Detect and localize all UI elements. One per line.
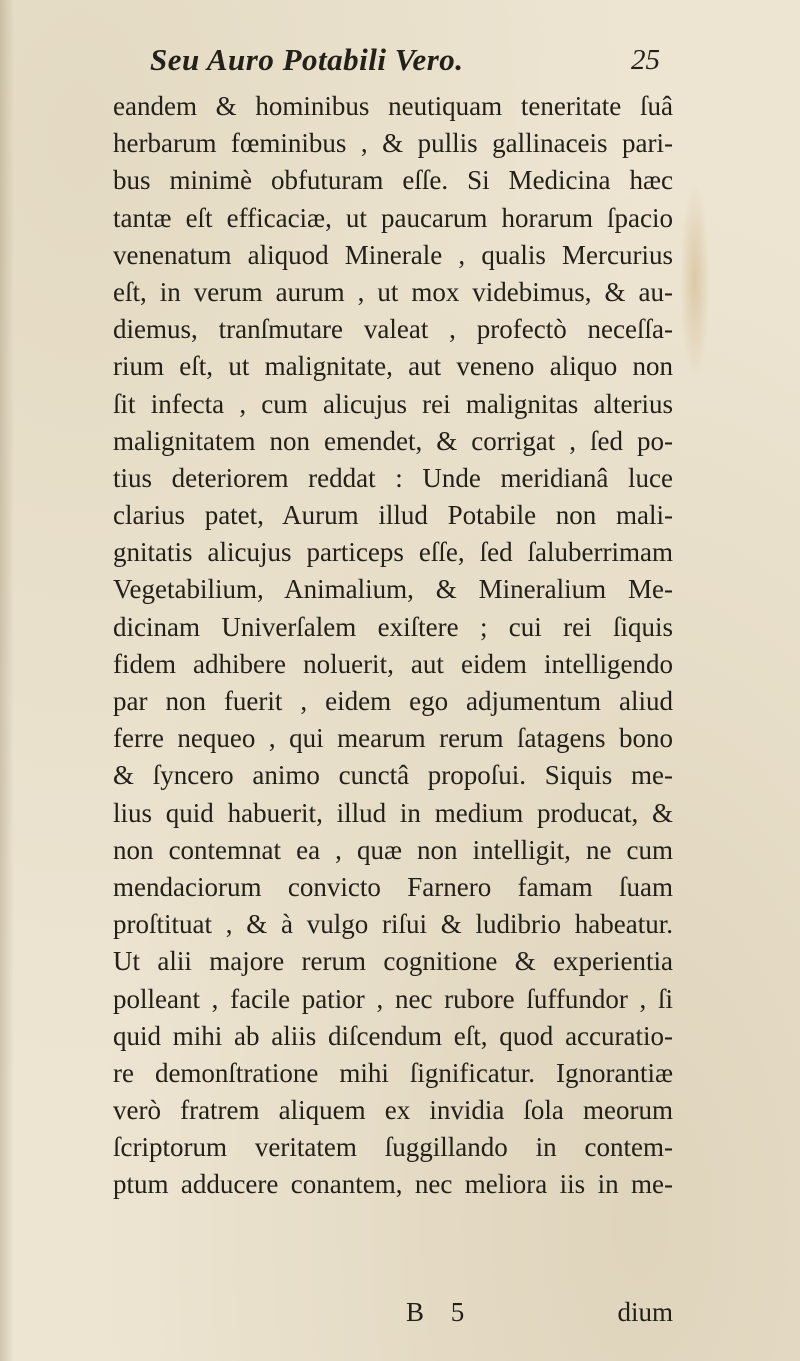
text-line: polleant , facile patior , nec rubore ſuffundor , ſi bbox=[113, 983, 673, 1014]
text-line: non contemnat ea , quæ non intelligit, ne cum bbox=[113, 834, 673, 865]
text-line: Vegetabilium, Animalium, & Mineralium Me- bbox=[113, 574, 673, 605]
text-line: verò fratrem aliquem ex invidia ſola meorum bbox=[113, 1095, 673, 1126]
text-line: clarius patet, Aurum illud Potabile non mali- bbox=[113, 500, 673, 531]
text-line: quid mihi ab aliis diſcendum eſt, quod accuratio- bbox=[113, 1020, 673, 1051]
page-header bbox=[150, 42, 660, 82]
paper-stain bbox=[680, 180, 710, 380]
signature-mark: B 5 bbox=[406, 1297, 475, 1327]
catchword: dium bbox=[617, 1297, 673, 1327]
text-line: proſtituat , & à vulgo riſui & ludibrio habeatur. bbox=[113, 909, 673, 940]
text-line: tius deteriorem reddat : Unde meridianâ luce bbox=[113, 462, 673, 493]
text-line: fidem adhibere noluerit, aut eidem intelligendo bbox=[113, 648, 673, 679]
text-line: bus minimè obfuturam eſſe. Si Medicina hæc bbox=[113, 165, 673, 196]
text-line: venenatum aliquod Minerale , qualis Mercurius bbox=[113, 239, 673, 270]
text-line: lius quid habuerit, illud in medium producat, & bbox=[113, 797, 673, 828]
text-line: diemus, tranſmutare valeat , profectò neceſſa- bbox=[113, 314, 673, 345]
text-line: gnitatis alicujus particeps eſſe, ſed ſaluberrimam bbox=[113, 537, 673, 568]
text-line: tantæ eſt efficaciæ, ut paucarum horarum ſpacio bbox=[113, 202, 673, 233]
text-line: mendaciorum convicto Farnero famam ſuam bbox=[113, 871, 673, 902]
text-line: eandem & hominibus neutiquam teneritate ſuâ bbox=[113, 91, 673, 121]
page-number: 25 bbox=[631, 44, 660, 76]
text-line: par non fuerit , eidem ego adjumentum aliud bbox=[113, 686, 673, 716]
page-edge-shadow bbox=[0, 0, 14, 1361]
body-text bbox=[113, 88, 673, 1204]
text-line: Ut alii majore rerum cognitione & experientia bbox=[113, 946, 673, 977]
text-line: & ſyncero animo cunctâ propoſui. Siquis me- bbox=[113, 760, 673, 791]
text-line: herbarum fœminibus , & pullis gallinaceis pari- bbox=[113, 128, 673, 159]
page-footer bbox=[113, 1297, 673, 1333]
text-line: eſt, in verum aurum , ut mox videbimus, & au- bbox=[113, 276, 673, 307]
text-line: re demonſtratione mihi ſignificatur. Ignorantiæ bbox=[113, 1057, 673, 1088]
text-line: ferre nequeo , qui mearum rerum ſatagens bono bbox=[113, 723, 673, 754]
text-line: rium eſt, ut malignitate, aut veneno aliquo non bbox=[113, 351, 673, 382]
text-line: ptum adducere conantem, nec meliora iis in me- bbox=[113, 1169, 673, 1200]
running-title: Seu Auro Potabili Vero. bbox=[150, 42, 464, 77]
text-line: malignitatem non emendet, & corrigat , ſed po- bbox=[113, 425, 673, 456]
text-line: dicinam Univerſalem exiſtere ; cui rei ſiquis bbox=[113, 611, 673, 642]
text-line: ſcriptorum veritatem ſuggillando in contem- bbox=[113, 1132, 673, 1163]
text-line: ſit infecta , cum alicujus rei malignitas alterius bbox=[113, 388, 673, 419]
